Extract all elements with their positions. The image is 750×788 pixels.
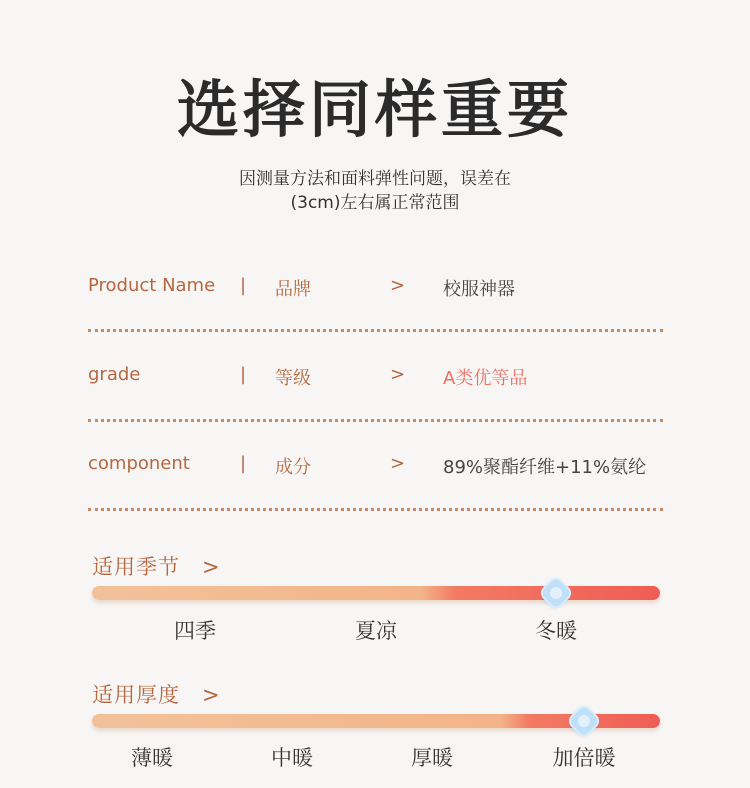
season-option-winter: 冬暖 xyxy=(535,619,577,643)
spec-label-en: component xyxy=(88,453,190,474)
subtitle-line-2: (3cm)左右属正常范围 xyxy=(290,193,460,213)
spec-arrow: > xyxy=(390,364,406,385)
spec-row-component xyxy=(88,453,663,483)
spec-label-en: Product Name xyxy=(88,275,216,296)
dotted-divider xyxy=(88,419,663,422)
season-scale-marker xyxy=(540,577,571,608)
spec-label-cn: 等级 xyxy=(275,368,311,389)
spec-label-en: grade xyxy=(88,364,141,385)
spec-separator: | xyxy=(240,364,247,385)
season-scale-track xyxy=(92,586,660,600)
subtitle-line-1: 因测量方法和面料弹性问题，误差在 xyxy=(239,169,511,189)
spec-value: 89%聚酯纤维+11%氨纶 xyxy=(443,457,647,478)
spec-value: 校服神器 xyxy=(443,279,515,300)
thickness-option-extra: 加倍暖 xyxy=(552,746,616,770)
thickness-option-thick: 厚暖 xyxy=(411,746,453,770)
thickness-option-medium: 中暖 xyxy=(271,746,313,770)
thickness-option-thin: 薄暖 xyxy=(131,746,173,770)
season-label-text: 适用季节 xyxy=(92,555,180,579)
spec-row-grade xyxy=(88,364,663,394)
dotted-divider xyxy=(88,508,663,511)
season-arrow: > xyxy=(202,555,221,579)
season-scale-label xyxy=(92,551,221,581)
spec-arrow: > xyxy=(390,453,406,474)
thickness-label-text: 适用厚度 xyxy=(92,683,180,707)
spec-separator: | xyxy=(240,453,247,474)
spec-label-cn: 成分 xyxy=(275,457,311,478)
season-option-all: 四季 xyxy=(174,619,216,643)
thickness-arrow: > xyxy=(202,683,221,707)
page-title: 选择同样重要 xyxy=(176,73,573,146)
dotted-divider xyxy=(88,329,663,332)
thickness-scale-label xyxy=(92,679,221,709)
spec-separator: | xyxy=(240,275,247,296)
spec-row-brand xyxy=(88,275,663,305)
thickness-scale-marker xyxy=(568,705,599,736)
season-option-summer: 夏凉 xyxy=(355,619,397,643)
spec-label-cn: 品牌 xyxy=(275,279,311,300)
spec-arrow: > xyxy=(390,275,406,296)
spec-value: A类优等品 xyxy=(443,368,528,389)
